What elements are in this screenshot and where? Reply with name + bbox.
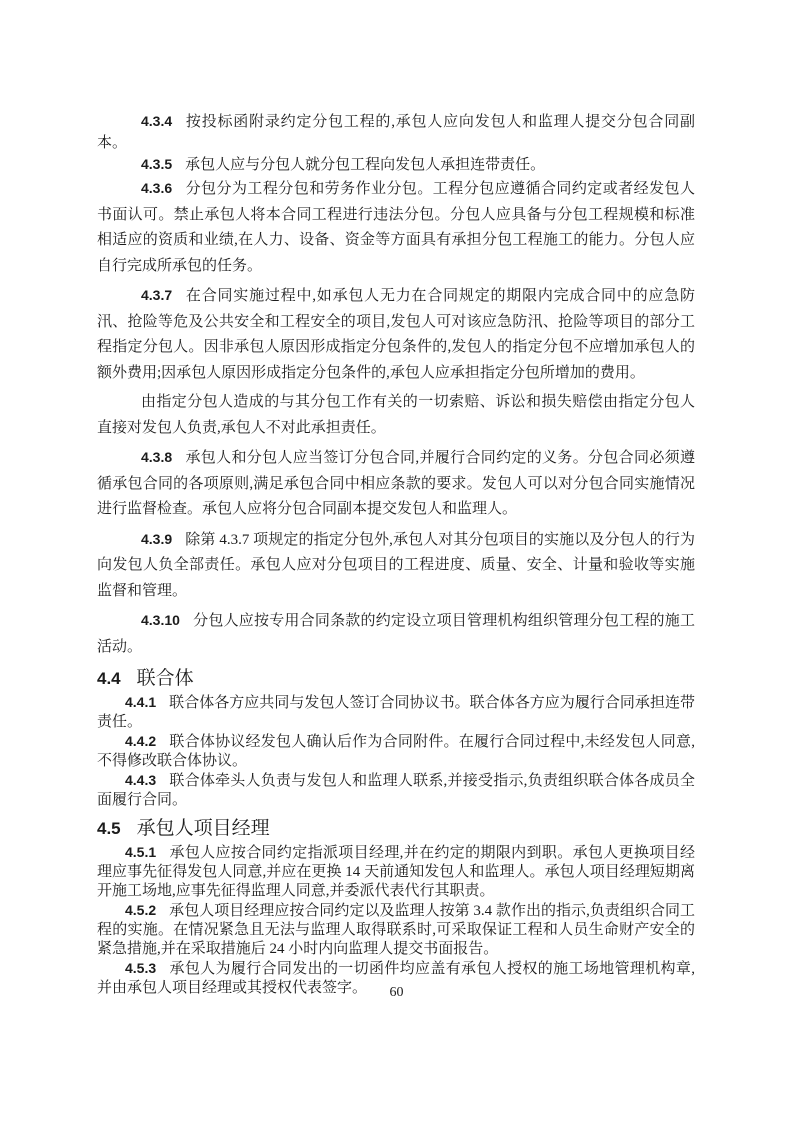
clause-text: 承包人和分包人应当签订分包合同,并履行合同约定的义务。分包合同必须遵循承包合同的各项原则,满足承包合同中相应条款的要求。发包人可以对分包合同实施情况进行监督检查。承包人应将分包合同副本提交发包人和监理人。 <box>97 450 695 517</box>
clause-4-3-4 <box>97 111 695 154</box>
clause-number: 4.3.7 <box>141 287 173 303</box>
clause-number: 4.5.1 <box>125 844 157 860</box>
section-title: 联合体 <box>136 668 194 689</box>
clause-number: 4.3.8 <box>141 449 173 465</box>
document-body <box>97 111 695 998</box>
clause-4-3-8 <box>97 445 695 523</box>
page-number: 60 <box>389 985 404 1000</box>
clause-number: 4.3.9 <box>141 530 173 547</box>
clause-number: 4.5.3 <box>125 960 157 976</box>
clause-4-3-9 <box>97 527 695 605</box>
section-heading-4-4 <box>97 666 695 691</box>
section-number: 4.4 <box>97 669 121 688</box>
clause-text: 承包人应与分包人就分包工程向发包人承担连带责任。 <box>185 157 546 173</box>
clause-text: 在合同实施过程中,如承包人无力在合同规定的期限内完成合同中的应急防汛、抢险等危及公共安全和工程安全的项目,发包人可对该应急防汛、抢险等项目的部分工程指定分包人。因非承包人原因形成指定分包条件的,发包人的指定分包不应增加承包人的额外费用;因承包人原因形成指定分包条件的,承包人应承担指定分包所增加的费用。 <box>97 288 695 381</box>
clause-4-5-2 <box>97 901 695 959</box>
clause-4-4-3 <box>97 771 695 810</box>
clause-4-3-10 <box>97 608 695 660</box>
clause-4-4-2 <box>97 732 695 771</box>
clause-number: 4.5.2 <box>125 902 157 918</box>
section-title: 承包人项目经理 <box>136 818 270 839</box>
clause-4-3-7-continuation <box>97 390 695 441</box>
clause-number: 4.4.2 <box>125 733 157 749</box>
clause-4-5-1 <box>97 843 695 901</box>
clause-text: 除第 4.3.7 项规定的指定分包外,承包人对其分包项目的实施以及分包人的行为向发包人负全部责任。承包人应对分包项目的工程进度、质量、安全、计量和验收等实施监督和管理。 <box>97 531 695 599</box>
clause-text: 分包分为工程分包和劳务作业分包。工程分包应遵循合同约定或者经发包人书面认可。禁止承包人将本合同工程进行违法分包。分包人应具备与分包工程规模和标准相适应的资质和业绩,在人力、设备、资金等方面具有承担分包工程施工的能力。分包人应自行完成所承包的任务。 <box>97 181 695 274</box>
clause-4-3-6 <box>97 176 695 279</box>
clause-text: 由指定分包人造成的与其分包工作有关的一切索赔、诉讼和损失赔偿由指定分包人直接对发包人负责,承包人不对此承担责任。 <box>97 394 695 436</box>
clause-4-3-5 <box>97 154 695 176</box>
section-number: 4.5 <box>97 819 121 838</box>
clause-text: 分包人应按专用合同条款的约定设立项目管理机构组织管理分包工程的施工活动。 <box>97 613 695 655</box>
clause-text: 联合体协议经发包人确认后作为合同附件。在履行合同过程中,未经发包人同意,不得修改联合体协议。 <box>97 734 695 769</box>
clause-text: 承包人应按合同约定指派项目经理,并在约定的期限内到职。承包人更换项目经理应事先征得发包人同意,并应在更换 14 天前通知发包人和监理人。承包人项目经理短期离开施工场地,应事先征得监理人同意,并委派代表代行其职责。 <box>97 845 695 899</box>
clause-text: 按投标函附录约定分包工程的,承包人应向发包人和监理人提交分包合同副本。 <box>97 114 695 151</box>
clause-text: 承包人项目经理应按合同约定以及监理人按第 3.4 款作出的指示,负责组织合同工程的实施。在情况紧急且无法与监理人取得联系时,可采取保证工程和人员生命财产安全的紧急措施,并在采取措施后 24 小时内向监理人提交书面报告。 <box>97 903 695 957</box>
clause-number: 4.4.3 <box>125 772 157 788</box>
clause-number: 4.3.6 <box>141 180 173 196</box>
clause-number: 4.3.10 <box>141 612 180 628</box>
clause-text: 联合体牵头人负责与发包人和监理人联系,并接受指示,负责组织联合体各成员全面履行合同。 <box>97 773 695 808</box>
clause-4-4-1 <box>97 693 695 732</box>
clause-text: 联合体各方应共同与发包人签订合同协议书。联合体各方应为履行合同承担连带责任。 <box>97 695 695 730</box>
section-heading-4-5 <box>97 816 695 841</box>
clause-4-3-7 <box>97 283 695 386</box>
clause-number: 4.3.4 <box>141 113 173 129</box>
clause-text: 承包人为履行合同发出的一切函件均应盖有承包人授权的施工场地管理机构章,并由承包人项目经理或其授权代表签字。 <box>97 961 695 996</box>
clause-number: 4.3.5 <box>141 156 173 172</box>
clause-number: 4.4.1 <box>125 694 157 710</box>
